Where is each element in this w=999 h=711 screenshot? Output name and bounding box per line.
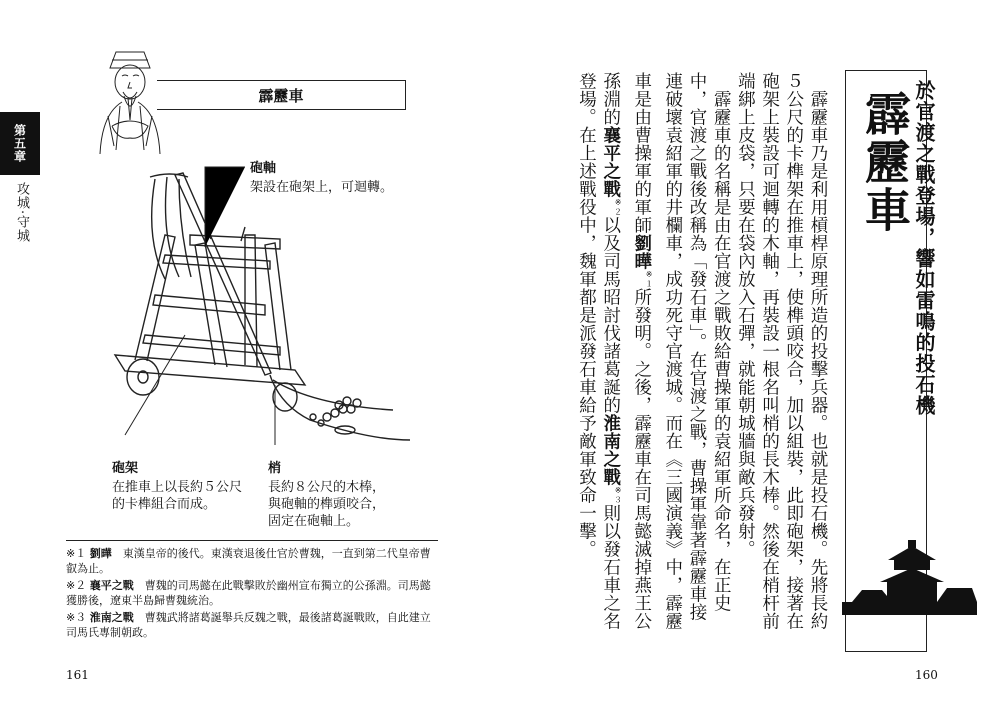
callout-beam-title: 梢	[268, 461, 282, 476]
footnote	[66, 610, 438, 640]
callout-frame-title: 砲架	[112, 461, 139, 476]
footnote-term: 劉曄	[89, 547, 112, 560]
article-subtitle: 於官渡之戰登場，響如雷鳴的投石機	[912, 80, 936, 416]
catapult-illustration	[95, 165, 425, 465]
paragraph-text: 則以發石車之名登場。在上述戰役中，魏軍都是派發石車給予敵軍致命一擊。	[576, 72, 621, 630]
footnote-text: 東漢皇帝的後代。東漢衰退後仕官於曹魏，一直到第二代皇帝曹叡為止。	[66, 547, 431, 575]
page-number-right: 160	[915, 668, 938, 682]
term-liu-ye: 劉曄	[631, 234, 652, 270]
note-ref: ※１	[644, 270, 654, 288]
callout-frame-line1: 在推車上以長約５公尺	[112, 480, 243, 495]
callout-beam-line1: 長約８公尺的木棒，	[268, 480, 386, 495]
paragraph-text: 所發明。之後，霹靂車在司馬懿滅掉燕王公孫淵的	[600, 72, 652, 630]
article-body	[576, 72, 830, 632]
footnote-term: 襄平之戰	[89, 579, 134, 592]
paragraph-text: 霹靂車乃是利用槓桿原理所造的投擊兵器。也就是投石機。先將長約５公尺的卡榫架在推車上，使榫頭咬合，加以組裝，此即砲架，接著在砲架上裝設可迴轉的木軸，再裝設一根名叫梢的長木棒。然後在梢杆前端綁上皮袋，只要在袋內放入石彈，就能朝城牆與敵兵發射。	[735, 72, 828, 630]
chapter-name: 攻城‧守城	[14, 182, 29, 244]
page-number-left: 161	[66, 668, 89, 682]
term-xiangping: 襄平之戰	[600, 126, 621, 198]
callout-axle	[250, 160, 393, 196]
footnote-text: 曹魏的司馬懿在此戰擊敗於幽州宣布獨立的公孫淵。司馬懿獲勝後，遼東半島歸曹魏統治。	[66, 579, 431, 607]
section-banner	[157, 80, 406, 110]
callout-beam-line3: 固定在砲軸上。	[268, 514, 360, 529]
term-huainan: 淮南之戰	[600, 414, 621, 486]
right-page	[490, 0, 999, 711]
callout-axle-text: 架設在砲架上，可迴轉。	[250, 180, 394, 195]
footnote	[66, 546, 438, 576]
footnote-mark: ※１	[66, 547, 87, 560]
banner-title: 霹靂車	[258, 87, 304, 105]
article-title: 霹靂車	[858, 90, 912, 234]
footnote-text: 曹魏武將諸葛誕舉兵反魏之戰，最後諸葛誕戰敗，自此建立司馬氏專制朝政。	[66, 611, 431, 639]
note-ref: ※２	[613, 198, 623, 216]
footnote	[66, 578, 438, 608]
note-ref: ※３	[613, 486, 623, 504]
castle-silhouette-icon	[842, 540, 977, 615]
paragraph	[733, 72, 830, 632]
chapter-tab: 第五章	[0, 112, 40, 175]
callout-frame	[112, 460, 242, 513]
footnote-mark: ※３	[66, 611, 87, 624]
callout-axle-title: 砲軸	[250, 161, 277, 176]
paragraph-text: 霹靂車的名稱是由在官渡之戰敗給曹操軍的袁紹軍所命名，在正史中，官渡之戰後改稱為「發石車」。在官渡之戰，曹操軍靠著霹靂車接連破壞袁紹軍的井欄車，成功死守官渡城。而在《三國演義》中，霹靂車是由曹操軍的軍師	[631, 72, 732, 630]
callout-beam-line2: 與砲軸的榫頭咬合，	[268, 497, 386, 512]
callout-frame-line2: 的卡榫組合而成。	[112, 497, 217, 512]
footnote-term: 淮南之戰	[89, 611, 134, 624]
footnote-mark: ※２	[66, 579, 87, 592]
left-page	[0, 0, 470, 711]
paragraph-text: 以及司馬昭討伐諸葛誕的	[600, 216, 621, 414]
callout-beam	[268, 460, 385, 530]
footnotes	[66, 540, 438, 642]
paragraph	[574, 72, 733, 632]
